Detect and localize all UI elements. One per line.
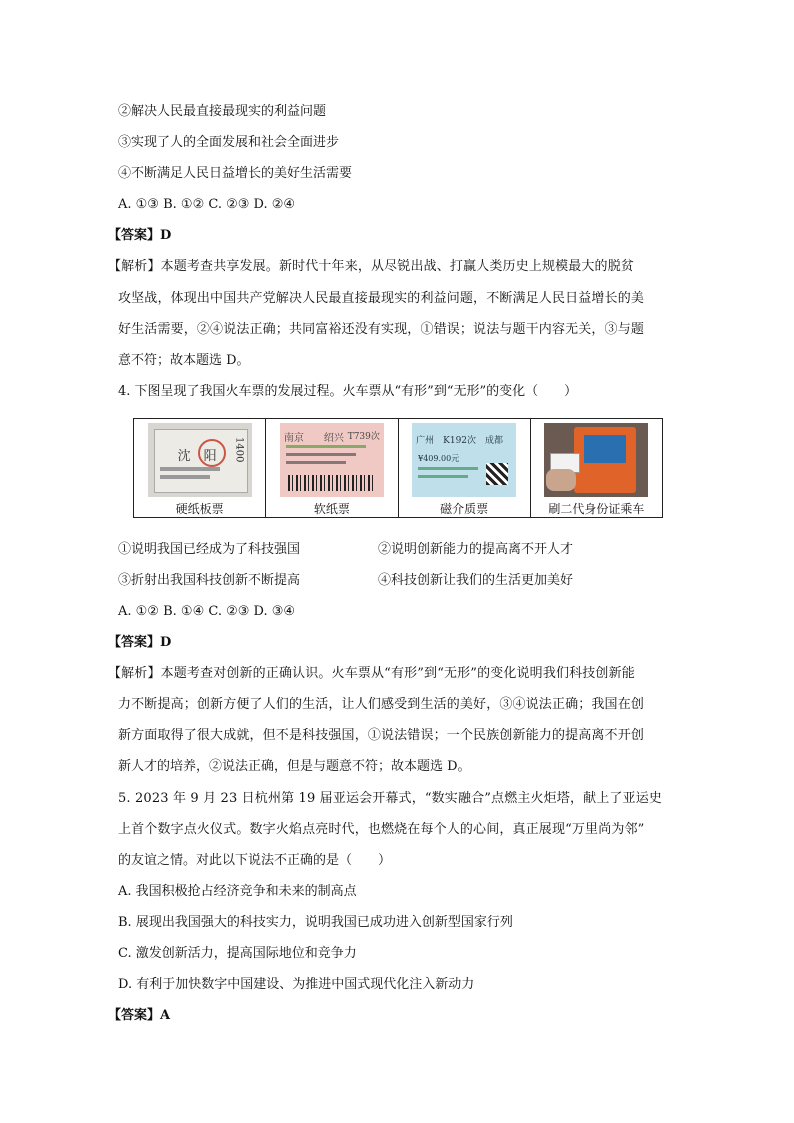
q3-analysis-line-4: 意不符；故本题选 D。 <box>118 353 250 368</box>
magnetic-ticket-price: ¥409.00元 <box>418 454 460 463</box>
q4-stem: 4. 下图呈现了我国火车票的发展过程。火车票从“有形”到“无形”的变化（ ） <box>118 384 578 399</box>
q4-analysis-line-4: 新人才的培养，②说法正确，但是与题意不符；故本题选 D。 <box>118 759 471 774</box>
ticket-cell-soft <box>266 419 398 517</box>
q4-option-3: ③折射出我国科技创新不断提高 <box>118 573 301 588</box>
soft-ticket-train: T739次 <box>347 432 380 442</box>
q5-option-a: A. 我国积极抢占经济竞争和未来的制高点 <box>118 884 357 899</box>
q5-stem-line-1: 5. 2023 年 9 月 23 日杭州第 19 届亚运会开幕式，“数实融合”点燃主火炬塔，献上了亚运史 <box>118 791 662 806</box>
ticket-cell-idcard <box>531 419 662 517</box>
q3-analysis-line-2: 攻坚战，体现出中国共产党解决人民最直接最现实的利益问题，不断满足人民日益增长的美 <box>118 291 645 306</box>
caption-idcard-ticket: 刷二代身份证乘车 <box>548 502 645 516</box>
q5-answer: 【答案】A <box>108 1008 171 1023</box>
idcard-gate-image <box>544 423 648 497</box>
q4-choices: A. ①② B. ①④ C. ②③ D. ③④ <box>118 604 296 619</box>
soft-ticket-text: 南京 绍兴 <box>283 433 344 444</box>
q5-option-b: B. 展现出我国强大的科技实力，说明我国已成功进入创新型国家行列 <box>118 915 513 930</box>
ticket-figure <box>133 418 663 518</box>
magnetic-ticket-image <box>412 423 516 497</box>
q3-answer: 【答案】D <box>108 228 172 243</box>
caption-hard-ticket: 硬纸板票 <box>175 502 224 516</box>
q5-option-c: C. 激发创新活力，提高国际地位和竞争力 <box>118 946 357 961</box>
q3-option-4: ④不断满足人民日益增长的美好生活需要 <box>118 166 353 181</box>
soft-ticket-image <box>280 423 384 497</box>
q4-answer: 【答案】D <box>108 635 172 650</box>
q4-analysis-line-2: 力不断提高；创新方便了人们的生活，让人们感受到生活的美好，③④说法正确；我国在创 <box>118 697 645 712</box>
q5-option-d: D. 有利于加快数字中国建设、为推进中国式现代化注入新动力 <box>118 977 475 992</box>
q3-choices: A. ①③ B. ①② C. ②③ D. ②④ <box>118 197 296 212</box>
q3-option-2: ②解决人民最直接最现实的利益问题 <box>118 104 327 119</box>
q4-analysis-line-1: 【解析】本题考查对创新的正确认识。火车票从“有形”到“无形”的变化说明我们科技创新能 <box>108 666 635 681</box>
q4-option-2: ②说明创新能力的提高离不开人才 <box>378 542 574 557</box>
q4-option-4: ④科技创新让我们的生活更加美好 <box>378 573 574 588</box>
q3-analysis-line-1: 【解析】本题考查共享发展。新时代十年来，从尽锐出战、打赢人类历史上规模最大的脱贫 <box>108 259 635 274</box>
q4-option-1: ①说明我国已经成为了科技强国 <box>118 542 301 557</box>
hard-ticket-text: 沈 阳 <box>177 449 217 464</box>
magnetic-ticket-text: 广州 K192次 成都 <box>416 436 504 446</box>
q5-stem-line-3: 的友谊之情。对此以下说法不正确的是（ ） <box>118 853 392 868</box>
q5-stem-line-2: 上首个数字点火仪式。数字火焰点亮时代，也燃烧在每个人的心间，真正展现“万里尚为邻” <box>118 822 645 837</box>
q3-analysis-line-3: 好生活需要，②④说法正确；共同富裕还没有实现，①错误；说法与题干内容无关，③与题 <box>118 322 645 337</box>
q4-analysis-line-3: 新方面取得了很大成就，但不是科技强国，①说法错误；一个民族创新能力的提高离不开创 <box>118 728 645 743</box>
hard-ticket-image <box>148 423 252 497</box>
ticket-cell-magnetic <box>399 419 531 517</box>
caption-magnetic-ticket: 磁介质票 <box>440 502 489 516</box>
q3-option-3: ③实现了人的全面发展和社会全面进步 <box>118 135 340 150</box>
caption-soft-ticket: 软纸票 <box>313 502 350 516</box>
ticket-cell-hard <box>134 419 266 517</box>
hard-ticket-number: 1400 <box>233 437 245 463</box>
